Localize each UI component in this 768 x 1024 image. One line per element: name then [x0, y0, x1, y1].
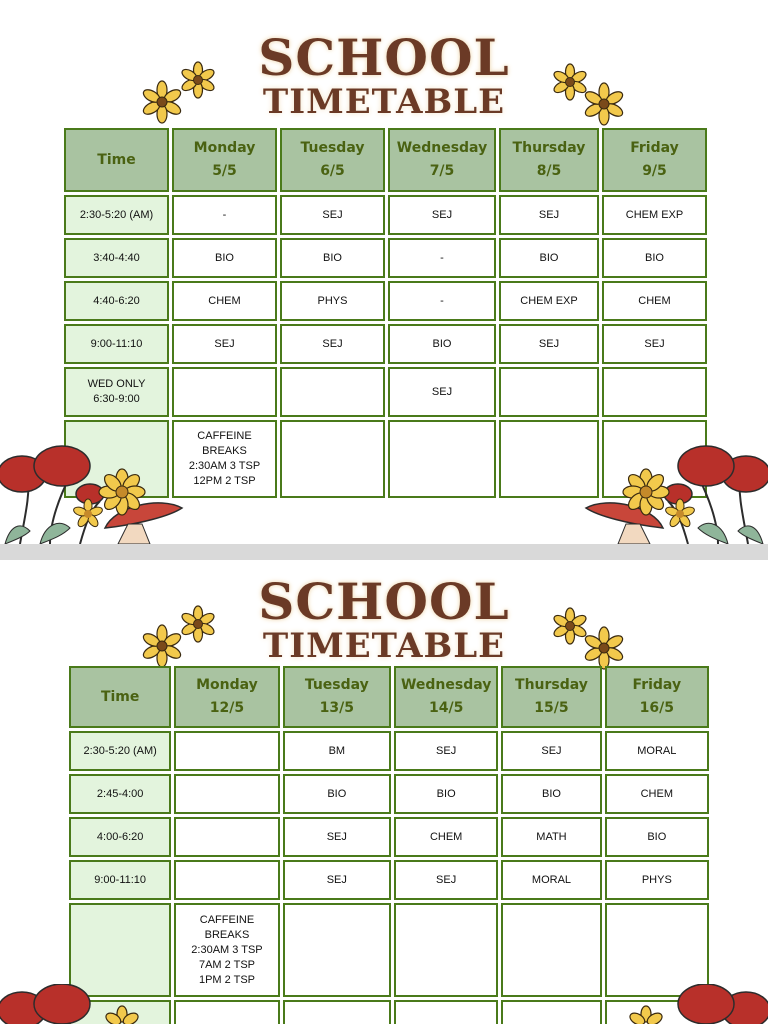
subject-cell: SEJ [280, 324, 385, 364]
subject-cell: - [388, 281, 496, 321]
subject-cell [174, 860, 279, 900]
page-title [0, 28, 768, 122]
title-timetable: TIMETABLE [262, 82, 506, 122]
subject-cell: SEJ [499, 324, 599, 364]
subject-cell [394, 903, 498, 997]
subject-cell [501, 903, 601, 997]
subject-cell [280, 420, 385, 498]
table-row [64, 367, 707, 417]
table-row [69, 817, 709, 857]
subject-cell: MORAL [605, 731, 709, 771]
subject-cell: - [388, 238, 496, 278]
subject-cell: BIO [605, 817, 709, 857]
table-row [69, 903, 709, 997]
time-slot-cell: 9:00-11:10 [64, 324, 169, 364]
page-title [0, 572, 768, 666]
subject-cell: SEJ [388, 195, 496, 235]
subject-cell: BIO [280, 238, 385, 278]
header-friday: Friday 9/5 [602, 128, 707, 192]
subject-cell: PHYS [280, 281, 385, 321]
subject-cell [174, 731, 279, 771]
subject-cell [394, 1000, 498, 1024]
daisy-flower-icon [136, 58, 226, 124]
subject-cell [602, 367, 707, 417]
header-friday: Friday 16/5 [605, 666, 709, 728]
time-slot-cell: 3:40-4:40 [64, 238, 169, 278]
mushroom-flower-cluster-icon [608, 984, 768, 1024]
subject-cell: PHYS [605, 860, 709, 900]
subject-cell: CAFFEINE BREAKS 2:30AM 3 TSP 7AM 2 TSP 1PM 2 TSP [174, 903, 279, 997]
timetable-page-2 [0, 560, 768, 1024]
title-school: SCHOOL [258, 28, 510, 87]
subject-cell: BIO [499, 238, 599, 278]
subject-cell: SEJ [283, 817, 391, 857]
subject-cell [499, 367, 599, 417]
subject-cell [388, 420, 496, 498]
time-slot-cell: 4:00-6:20 [69, 817, 171, 857]
subject-cell: CHEM EXP [602, 195, 707, 235]
header-tuesday: Tuesday 6/5 [280, 128, 385, 192]
daisy-flower-icon [546, 604, 636, 670]
subject-cell: BIO [602, 238, 707, 278]
subject-cell: CHEM EXP [499, 281, 599, 321]
header-monday: Monday 5/5 [172, 128, 277, 192]
time-slot-cell: 2:30-5:20 (AM) [64, 195, 169, 235]
table-row [69, 774, 709, 814]
table-row [64, 324, 707, 364]
subject-cell: CHEM [394, 817, 498, 857]
timetable-table [66, 663, 712, 1024]
title-timetable: TIMETABLE [262, 626, 506, 666]
mushroom-flower-cluster-icon [578, 436, 768, 544]
subject-cell: CHEM [605, 774, 709, 814]
header-tuesday: Tuesday 13/5 [283, 666, 391, 728]
subject-cell: SEJ [394, 731, 498, 771]
subject-cell: SEJ [280, 195, 385, 235]
subject-cell: SEJ [394, 860, 498, 900]
time-slot-cell: 2:30-5:20 (AM) [69, 731, 171, 771]
table-row [64, 281, 707, 321]
subject-cell: BM [283, 731, 391, 771]
subject-cell: CAFFEINE BREAKS 2:30AM 3 TSP 12PM 2 TSP [172, 420, 277, 498]
subject-cell: SEJ [499, 195, 599, 235]
subject-cell: - [172, 195, 277, 235]
daisy-flower-icon [136, 602, 226, 668]
header-time: Time [64, 128, 169, 192]
subject-cell: CHEM [602, 281, 707, 321]
subject-cell [174, 774, 279, 814]
subject-cell: SEJ [283, 860, 391, 900]
subject-cell [605, 903, 709, 997]
time-slot-cell [69, 903, 171, 997]
header-thursday: Thursday 8/5 [499, 128, 599, 192]
subject-cell: MORAL [501, 860, 601, 900]
subject-cell: SEJ [388, 367, 496, 417]
title-school: SCHOOL [258, 572, 510, 631]
table-row [64, 238, 707, 278]
subject-cell [174, 817, 279, 857]
subject-cell [174, 1000, 279, 1024]
subject-cell: SEJ [501, 731, 601, 771]
subject-cell: BIO [283, 774, 391, 814]
daisy-flower-icon [546, 60, 636, 126]
time-slot-cell: 2:45-4:00 [69, 774, 171, 814]
header-wednesday: Wednesday 14/5 [394, 666, 498, 728]
time-slot-cell: 9:00-11:10 [69, 860, 171, 900]
header-thursday: Thursday 15/5 [501, 666, 601, 728]
table-row [69, 731, 709, 771]
mushroom-flower-cluster-icon [0, 984, 160, 1024]
subject-cell [501, 1000, 601, 1024]
subject-cell: BIO [394, 774, 498, 814]
subject-cell: MATH [501, 817, 601, 857]
header-monday: Monday 12/5 [174, 666, 279, 728]
subject-cell: CHEM [172, 281, 277, 321]
time-slot-cell: 4:40-6:20 [64, 281, 169, 321]
table-row [64, 195, 707, 235]
time-slot-cell: WED ONLY 6:30-9:00 [64, 367, 169, 417]
mushroom-flower-cluster-icon [0, 436, 190, 544]
subject-cell: BIO [172, 238, 277, 278]
subject-cell: SEJ [602, 324, 707, 364]
header-wednesday: Wednesday 7/5 [388, 128, 496, 192]
subject-cell [172, 367, 277, 417]
header-time: Time [69, 666, 171, 728]
table-row [69, 860, 709, 900]
subject-cell: BIO [501, 774, 601, 814]
subject-cell: SEJ [172, 324, 277, 364]
subject-cell [283, 1000, 391, 1024]
subject-cell: BIO [388, 324, 496, 364]
subject-cell [283, 903, 391, 997]
subject-cell [280, 367, 385, 417]
